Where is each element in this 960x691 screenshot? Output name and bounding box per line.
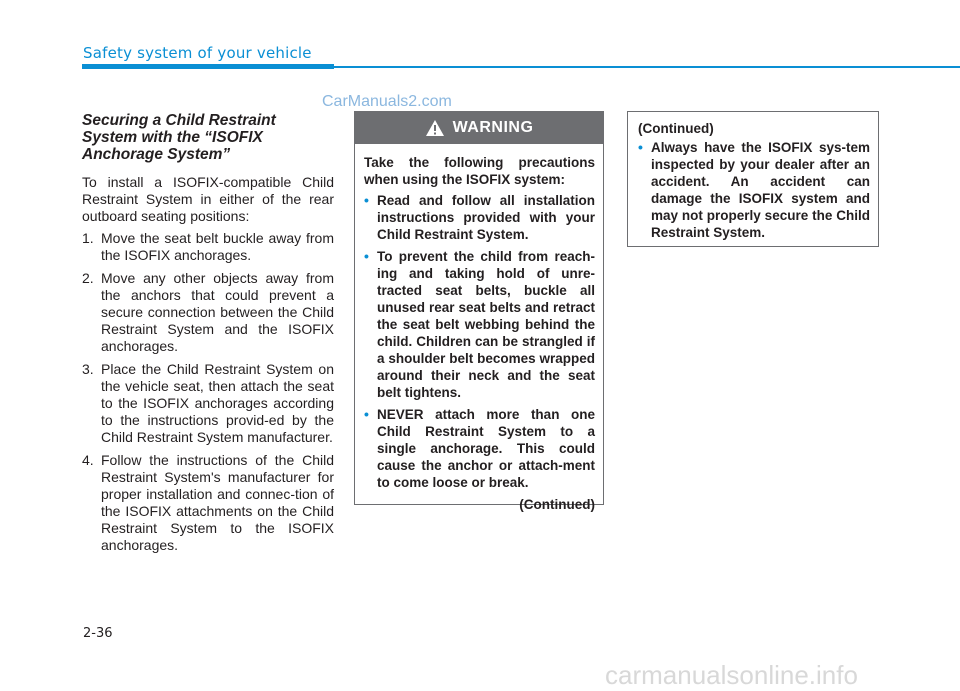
step-text: Move the seat belt buckle away from the ISOFIX anchorages.: [101, 230, 334, 263]
continued-bullet: [638, 139, 870, 241]
step-number: 4.: [82, 452, 94, 468]
footer-watermark: carmanualsonline.info: [605, 660, 858, 690]
bullet-dot-icon: •: [364, 248, 369, 264]
warning-box: [354, 111, 604, 512]
warning-bullet-text: To prevent the child from reach-ing and taking hold of unre-tracted seat belts, buckle all unused rear seat belts and retract the seat belt webbing behind the child. Children can be strangled if a shoulder belt becomes wrapped around their neck and the seat belt tightens.: [377, 249, 595, 400]
continued-title: (Continued): [638, 121, 714, 136]
warning-bullet-text: Read and follow all installation instructions provided with your Child Restraint System.: [377, 193, 595, 242]
step-number: 2.: [82, 270, 94, 286]
header-accent-bar: [82, 64, 334, 69]
warning-header: [355, 112, 603, 144]
warning-body: [355, 144, 603, 513]
step-text: Follow the instructions of the Child Restraint System's manufacturer for proper installation and connec-tion of the ISOFIX attachments on the Child Restraint System to the ISOFIX anchorages.: [101, 452, 334, 553]
warning-bullets: [364, 192, 595, 491]
step-item: [82, 361, 334, 446]
bullet-dot-icon: •: [364, 406, 369, 422]
step-item: [82, 452, 334, 554]
warning-label: WARNING: [452, 119, 534, 136]
warning-triangle-icon: [425, 119, 445, 137]
warning-continued: (Continued): [519, 497, 595, 512]
header-rule-line: [334, 66, 960, 68]
warning-bullet: [364, 192, 595, 243]
warning-bullet-text: NEVER attach more than one Child Restraint System to a single anchorage. This could cause the anchor or attach-ment to come loose or break.: [377, 407, 595, 490]
warning-bullet: [364, 406, 595, 491]
step-text: Move any other objects away from the anchors that could prevent a secure connection between the Child Restraint System and the ISOFIX anchorages.: [101, 270, 334, 354]
watermark-link[interactable]: CarManuals2.com: [322, 93, 452, 110]
step-number: 3.: [82, 361, 94, 377]
section-title: Securing a Child Restraint System with the “ISOFIX Anchorage System”: [82, 112, 276, 163]
section-header-title: Safety system of your vehicle: [83, 44, 312, 62]
section-intro: To install a ISOFIX-compatible Child Restraint System in either of the rear outboard seating positions:: [82, 174, 334, 224]
left-column: [82, 112, 334, 560]
step-number: 1.: [82, 230, 94, 246]
bullet-dot-icon: •: [638, 139, 643, 155]
warning-intro: Take the following precautions when using the ISOFIX system:: [364, 155, 595, 187]
step-text: Place the Child Restraint System on the vehicle seat, then attach the seat to the ISOFIX anchorages according to the instructions provid-ed by the Child Restraint System manufacturer.: [101, 361, 334, 445]
instruction-steps: [82, 230, 334, 554]
bullet-dot-icon: •: [364, 192, 369, 208]
warning-bullet: [364, 248, 595, 401]
page-number: 2-36: [83, 626, 113, 641]
continued-warning-box: [627, 111, 879, 247]
step-item: [82, 230, 334, 264]
continued-bullets: [638, 139, 870, 241]
step-item: [82, 270, 334, 355]
continued-bullet-text: Always have the ISOFIX sys-tem inspected by your dealer after an accident. An accident can damage the ISOFIX system and may not properly secure the Child Restraint System.: [651, 140, 870, 240]
